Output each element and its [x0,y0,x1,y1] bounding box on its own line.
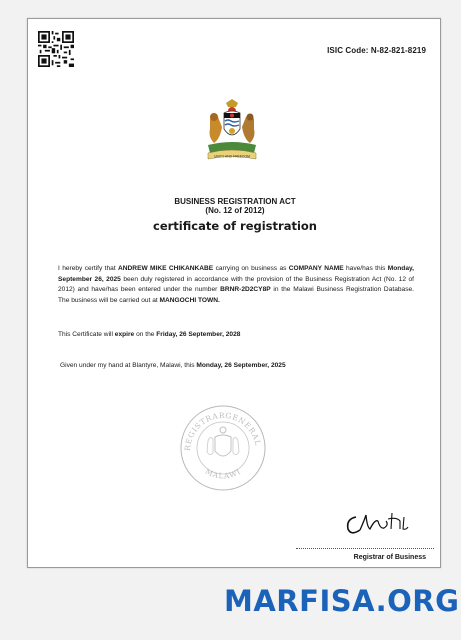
body-text-4: been duly registered in accordance with the provision of the Business Registration Act (No. 12 of 2012) and have/has been entered under the number [58,275,414,293]
act-title [28,197,442,215]
expiry-word: expire [114,331,135,338]
coat-of-arms-icon [202,99,262,165]
act-name: BUSINESS REGISTRATION ACT [174,197,296,206]
seal-text-right: GENERAL [224,410,263,447]
expiry-text-2: on the [134,331,157,338]
expiry-line [58,331,240,338]
svg-text:GENERAL [225,411,263,447]
certificate-sheet [27,18,441,568]
registration-number: BRNR-2D2CY8P [220,286,271,293]
seal-text-bottom: MALAWI [203,466,243,481]
given-date: Monday, 26 September, 2025 [196,362,286,369]
body-text-3: have/has this [343,265,388,272]
expiry-text-1: This Certificate will [58,331,115,338]
registrar-seal-icon [178,403,268,493]
svg-text:REGISTRAR [183,411,226,451]
certificate-title: certificate of registration [153,219,317,233]
given-text: Given under my hand at Blantyre, Malawi, this [60,362,197,369]
given-line [60,362,286,369]
seal-text-top: REGISTRAR [182,410,226,452]
registration-date: Monday, September 26, 2025 [58,265,415,283]
signature-line [296,548,434,549]
body-text-2: carrying on business as [213,265,289,272]
coat-of-arms-motto: UNITY AND FREEDOM [214,154,250,159]
isic-code: ISIC Code: N-82-821-8219 [327,46,426,55]
svg-text:MALAWI [204,467,243,481]
registrar-title: Registrar of Business [353,554,426,561]
qr-code-icon [38,31,74,67]
owner-name: ANDREW MIKE CHIKANKABE [118,265,214,272]
expiry-date: Friday, 26 September, 2028 [156,331,241,338]
certification-paragraph [58,264,414,306]
act-number: (No. 12 of 2012) [205,206,265,215]
company-name: COMPANY NAME [288,265,344,272]
business-location: MANGOCHI TOWN. [159,296,220,304]
marfisa-watermark: MARFISA.ORG [224,584,460,618]
body-text-5: in the Malawi Business Registration Database. The business will be carried out at [58,286,414,304]
body-text-1: I hereby certify that [58,265,119,272]
signature-icon [342,507,412,539]
